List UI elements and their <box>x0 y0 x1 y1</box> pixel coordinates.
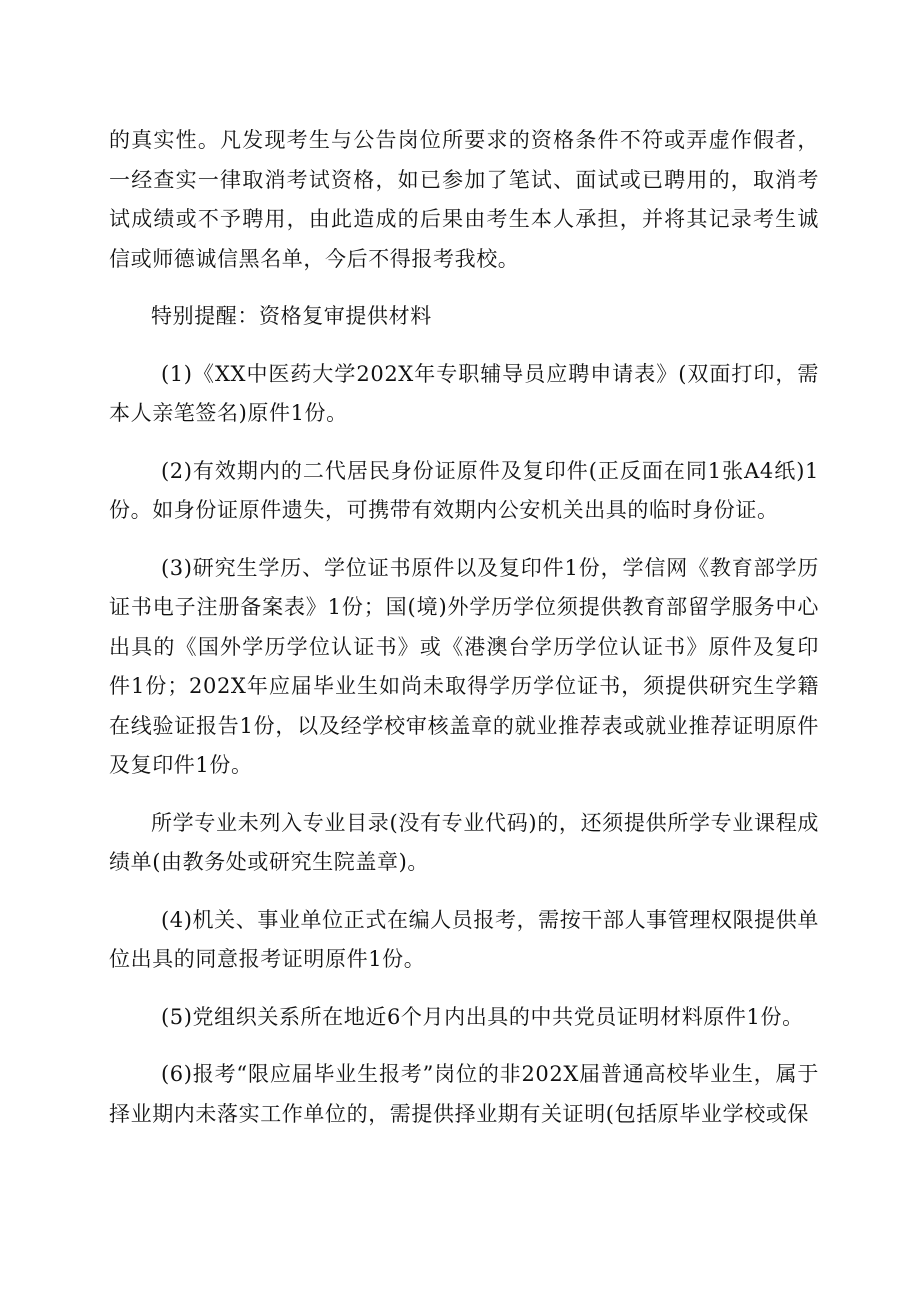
paragraph-special-reminder: 特别提醒：资格复审提供材料 <box>151 304 432 328</box>
list-item-1: (1)《XX中医药大学202X年专职辅导员应聘申请表》(双面打印，需本人亲笔签名)原件1份。 <box>109 361 819 425</box>
list-item-5: (5)党组织关系所在地近6个月内出具的中共党员证明材料原件1份。 <box>161 1004 804 1029</box>
paragraph-major-note: 所学专业未列入专业目录(没有专业代码)的，还须提供所学专业课程成绩单(由教务处或研究生院盖章)。 <box>109 810 819 874</box>
list-item-3: (3)研究生学历、学位证书原件以及复印件1份，学信网《教育部学历证书电子注册备案表》1份；国(境)外学历学位须提供教育部留学服务中心出具的《国外学历学位认证书》或《港澳台学历学位认证书》原件及复印件1份；202X年应届毕业生如尚未取得学历学位证书，须提供研究生学籍在线验证报告1份，以及经学校审核盖章的就业推荐表或就业推荐证明原件及复印件1份。 <box>109 555 819 777</box>
paragraph-authenticity: 的真实性。凡发现考生与公告岗位所要求的资格条件不符或弄虚作假者，一经查实一律取消考试资格，如已参加了笔试、面试或已聘用的，取消考试成绩或不予聘用，由此造成的后果由考生本人承担，并将其记录考生诚信或师德诚信黑名单，今后不得报考我校。 <box>109 128 819 271</box>
list-item-6: (6)报考“限应届毕业生报考”岗位的非202X届普通高校毕业生，属于择业期内未落实工作单位的，需提供择业期有关证明(包括原毕业学校或保 <box>109 1062 819 1126</box>
list-item-4: (4)机关、事业单位正式在编人员报考，需按干部人事管理权限提供单位出具的同意报考证明原件1份。 <box>109 907 819 971</box>
list-item-2: (2)有效期内的二代居民身份证原件及复印件(正反面在同1张A4纸)1份。如身份证原件遗失，可携带有效期内公安机关出具的临时身份证。 <box>109 458 819 522</box>
document-body <box>109 121 819 1152</box>
